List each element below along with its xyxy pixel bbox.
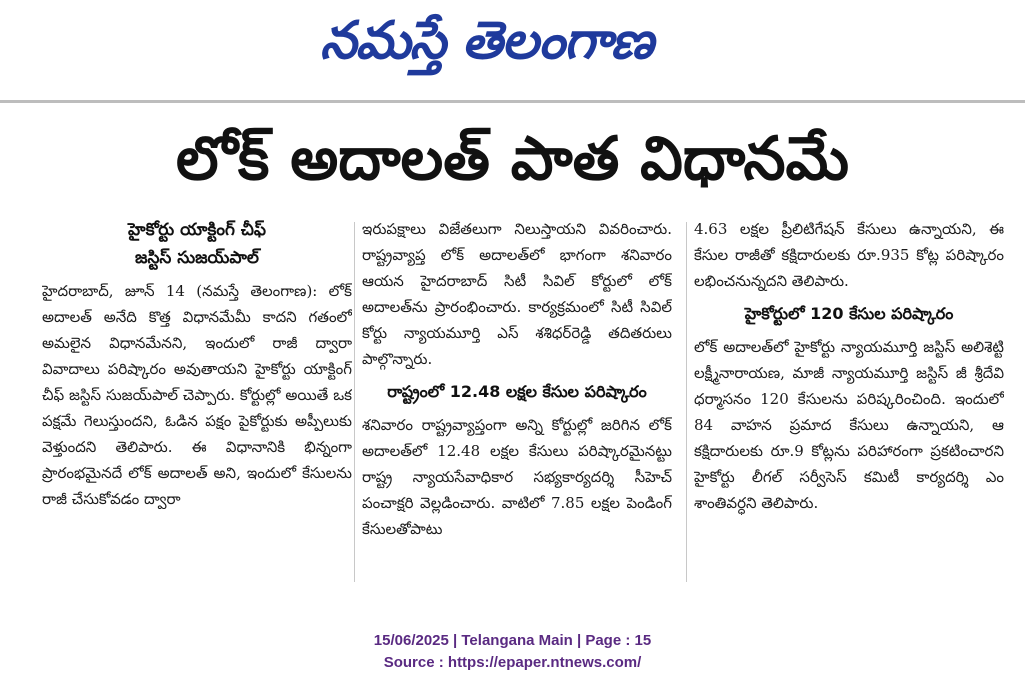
article-column-2 [362,216,672,586]
body-text: ఇరుపక్షాలు విజేతలుగా నిలుస్తాయని వివరించారు. రాష్ట్రవ్యాప్త లోక్ అదాలత్‌లో భాగంగా శనివారం ఆయన హైదరాబాద్ సిటీ సివిల్ కోర్టులో లోక్ అదాలత్‌ను ప్రారంభించారు. కార్యక్రమంలో సిటీ సివిల్ కోర్టు న్యాయమూర్తి ఎస్ శశిధర్‌రెడ్డి తదితరులు పాల్గొన్నారు. [362,220,672,368]
edition-info: 15/06/2025 | Telangana Main | Page : 15 [373,632,652,649]
newspaper-logo: నమస్తే తెలంగాణ [320,11,653,71]
masthead-divider [0,100,1025,103]
body-text: 4.63 లక్షల ప్రీలిటిగేషన్ కేసులు ఉన్నాయని, ఈ కేసుల రాజీతో కక్షిదారులకు రూ.935 కోట్ల పరిష్కారం లభించనున్నదని తెలిపారు. [694,220,1004,290]
section-subhead: రాష్ట్రంలో 12.48 లక్షల కేసుల పరిష్కారం [387,382,647,401]
source-link[interactable]: Source : https://epaper.ntnews.com/ [383,654,642,671]
article-column-1 [42,216,352,586]
article-headline: లోక్ అదాలత్ పాత విధానమే [176,124,849,194]
page-footer [0,630,1025,674]
masthead [0,0,1025,96]
body-text: శనివారం రాష్ట్రవ్యాప్తంగా అన్ని కోర్టుల్లో జరిగిన లోక్ అదాలత్‌లో 12.48 లక్షల కేసులు పరిష్కారమైనట్టు రాష్ట్ర న్యాయసేవాధికార సభ్యకార్యదర్శి సీహెచ్ పంచాక్షరి వెల్లడించారు. వాటిలో 7.85 లక్షల పెండింగ్ కేసులతోపాటు [362,416,672,538]
column-subhead: జస్టిస్ సుజయ్‌పాల్ [135,248,259,268]
section-subhead: హైకోర్టులో 120 కేసుల పరిష్కారం [744,304,954,323]
column-divider [686,222,687,582]
column-divider [354,222,355,582]
article-column-3 [694,216,1004,586]
column-subhead: హైకోర్టు యాక్టింగ్ చీఫ్ [128,220,266,240]
body-text: లోక్ అదాలత్‌లో హైకోర్టు న్యాయమూర్తి జస్టిస్ అలిశెట్టి లక్ష్మీనారాయణ, మాజీ న్యాయమూర్తి జస్టిస్ జీ శ్రీదేవి ధర్మాసనం 120 కేసులను పరిష్కరించింది. ఇందులో 84 వాహన ప్రమాద కేసులు ఉన్నాయని, ఆ కక్షిదారులకు రూ.9 కోట్లను పరిహారంగా ప్రకటించారని హైకోర్టు లీగల్ సర్వీసెస్ కమిటీ కార్యదర్శి ఎం శాంతివర్ధని తెలిపారు. [694,338,1004,512]
body-text: హైదరాబాద్, జూన్ 14 (నమస్తే తెలంగాణ): లోక్ అదాలత్ అనేది కొత్త విధానమేమీ కాదని గతంలో అమలైన విధానమేనని, ఇందులో రాజీ ద్వారా వివాదాలు పరిష్కారం అవుతాయని హైకోర్టు యాక్టింగ్ చీఫ్ జస్టిస్ సుజయ్‌పాల్ చెప్పారు. కోర్టుల్లో అయితే ఒక పక్షమే గెలుస్తుందని, ఓడిన పక్షం పైకోర్టుకు అప్పీలుకు వెళ్తుందని తెలిపారు. ఈ విధానానికి భిన్నంగా ప్రారంభమైనదే లోక్ అదాలత్ అని, ఇందులో కేసులను రాజీ చేసుకోవడం ద్వారా [42,282,352,508]
